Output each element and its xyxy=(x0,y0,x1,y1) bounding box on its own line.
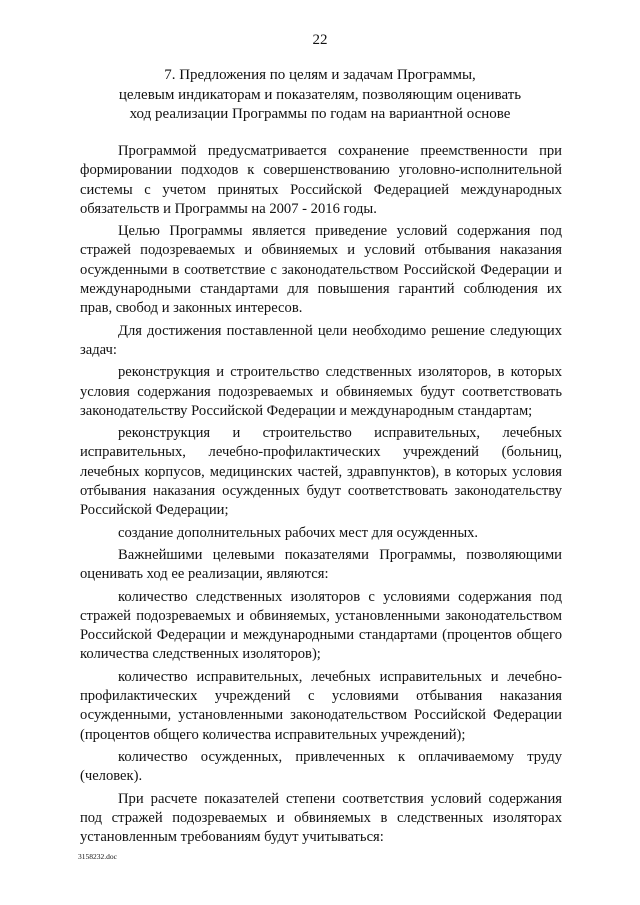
paragraph-indicator-labor: количество осужденных, привлеченных к оплачиваемому труду (человек). xyxy=(80,748,562,785)
paragraph-indicator-isolators: количество следственных изоляторов с условиями содержания под стражей подозреваемых и обвиняемых, установленными законодательством Российской Федерации и международными стандартами (процентов общего количества следственных изоляторов); xyxy=(80,588,562,663)
paragraph-task-institutions: реконструкция и строительство исправительных, лечебных исправительных, лечебно-профилактических учреждений (больниц, лечебных корпусов, медицинских частей, здравпунктов), в которых условия отбывания наказания осужденных будут соответствовать законодательству Российской Федерации; xyxy=(80,425,562,519)
paragraph-task-jobs: создание дополнительных рабочих мест для осужденных. xyxy=(118,524,479,541)
paragraph-task-isolators: реконструкция и строительство следственных изоляторов, в которых условия содержания подозреваемых и обвиняемых будут соответствовать законодательству Российской Федерации и международным стандартам; xyxy=(80,364,562,419)
paragraph-continuity: Программой предусматривается сохранение преемственности при формировании подходов к совершенствованию уголовно-исполнительной системы с учетом принятых Российской Федерацией международных обязательств и Программы на 2007 - 2016 годы. xyxy=(80,143,562,217)
page-number: 22 xyxy=(312,32,328,48)
section-heading xyxy=(70,66,570,125)
paragraph-indicator-institutions: количество исправительных, лечебных исправительных и лечебно-профилактических учреждений с условиями отбывания наказания осужденными, установленными законодательством Российской Федерации (процентов общего количества исправительных учреждений); xyxy=(80,668,562,743)
document-filename: 3158232.doc xyxy=(78,852,117,861)
heading-line-3: ход реализации Программы по годам на вариантной основе xyxy=(129,106,511,122)
paragraph-calculation: При расчете показателей степени соответствия условий содержания под стражей подозреваемых и обвиняемых в следственных изоляторах установленным требованиям будут учитываться: xyxy=(80,790,562,846)
body-text xyxy=(80,142,562,847)
paragraph-goal: Целью Программы является приведение условий содержания под стражей подозреваемых и обвиняемых и условий отбывания наказания осужденными в соответствие с законодательством Российской Федерации и международными стандартами для повышения гарантий соблюдения их прав, свобод и законных интересов. xyxy=(80,223,562,317)
heading-line-1: 7. Предложения по целям и задачам Программы, xyxy=(164,67,476,83)
paragraph-indicators-intro: Важнейшими целевыми показателями Программы, позволяющими оценивать ход ее реализации, являются: xyxy=(80,546,562,583)
heading-line-2: целевым индикаторам и показателям, позволяющим оценивать xyxy=(118,86,522,103)
paragraph-tasks-intro: Для достижения поставленной цели необходимо решение следующих задач: xyxy=(80,322,562,358)
